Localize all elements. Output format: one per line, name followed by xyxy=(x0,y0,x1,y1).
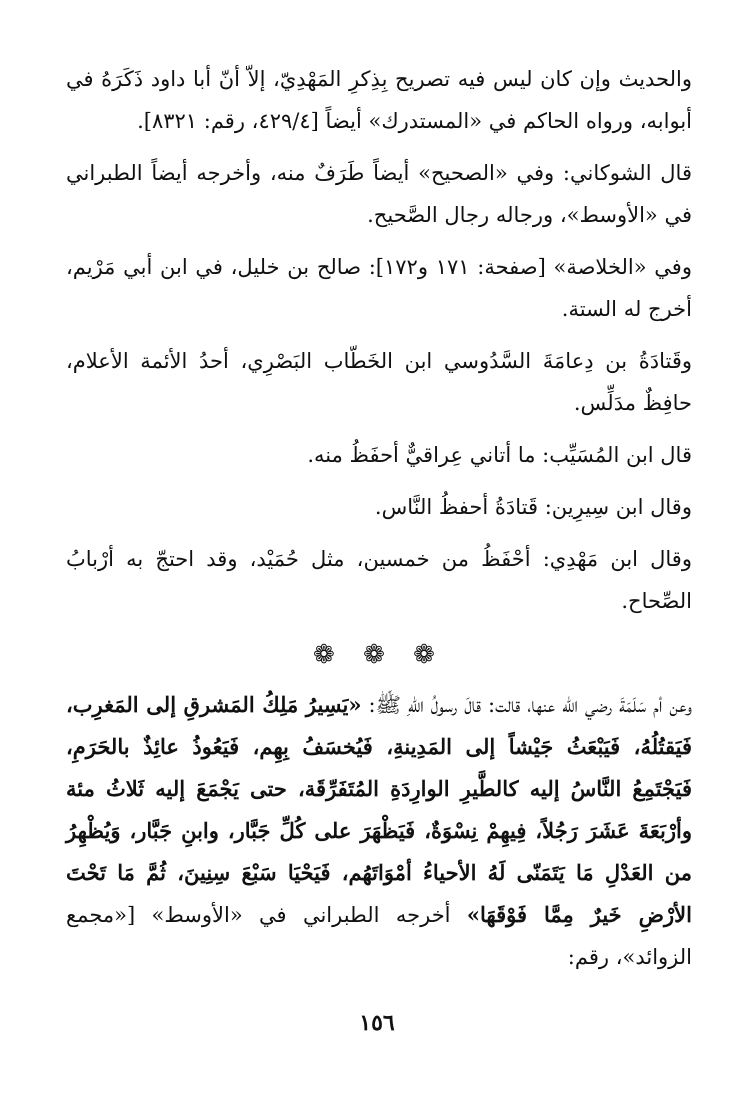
hadith-block xyxy=(66,684,692,978)
paragraph-text: والحديث وإن كان ليس فيه تصريح بِذِكرِ المَهْدِيّ، إلاّ أنّ أبا داود ذَكَرَهُ في أبوابه، ورواه الحاكم في «المستدرك» أيضاً [٤٢٩/٤، رقم: ٨٣٢١]. xyxy=(66,67,692,133)
paragraph-text: وفي «الخلاصة» [صفحة: ١٧١ و١٧٢]: صالح بن خليل، في ابن أبي مَرْيم، أخرج له الستة. xyxy=(66,255,692,321)
paragraph-shawkani xyxy=(66,152,692,236)
page-number: ١٥٦ xyxy=(359,1010,395,1036)
hadith-intro: وعن أم سَلَمَةَ رضي الله عنها، قالت: قالَ رسولُ اللّهِ ﷺ: xyxy=(368,693,693,717)
paragraph-ibn-sirin xyxy=(66,486,692,528)
paragraph-text: قال ابن المُسَيِّب: ما أتاني عِراقيٌّ أحفَظُ منه. xyxy=(307,443,692,467)
paragraph-text: وقَتادَةُ بن دِعامَةَ السَّدُوسي ابن الخَطّاب البَصْرِي، أحدُ الأئمة الأعلام، حافِظٌ مدَلِّس. xyxy=(66,349,692,415)
hadith-text: «يَسِيرُ مَلِكُ المَشرقِ إلى المَغرِب، فَيَقتُلُهُ، فَيَبْعَثُ جَيْشاً إلى المَدِينةِ، فَيُخسَفُ بِهِم، فَيَعُوذُ عائِذٌ بالحَرَمِ، فَيَجْتَمِعُ النَّاسُ إليه كالطَّيرِ الوارِدَةِ المُتَفَرِّقَة، حتى يَجْمَعَ إليه ثَلاثُ مئة وأرْبَعَةَ عَشَرَ رَجُلاً، فِيهِمْ نِسْوَةٌ، فَيَظْهَرَ على كُلِّ جَبَّار، وابنِ جَبَّار، وَيُظْهِرُ من العَدْلِ مَا يَتَمَنّى لَهُ الأحياءُ أمْوَاتَهُم، فَيَحْيَا سَبْعَ سِنِينَ، ثُمَّ مَا تَحْتَ الأرْضِ خَيرٌ مِمَّا فَوْقَهَا» xyxy=(66,692,692,927)
paragraph-hadith-commentary xyxy=(66,58,692,142)
paragraph-ibn-musayyib xyxy=(66,434,692,476)
section-divider-ornament: ❁ ❁ ❁ xyxy=(313,640,445,670)
paragraph-hadith-umm-salama xyxy=(66,684,692,978)
paragraph-khulasa xyxy=(66,246,692,330)
paragraph-qatada xyxy=(66,340,692,424)
hadith-tail: أخرجه الطبراني في «الأوسط» [«مجمع الزوائد»، رقم: xyxy=(66,903,692,969)
paragraph-text: وقال ابن مَهْدِي: أحْفَظُ من خمسين، مثل حُمَيْد، وقد احتجّ به أرْبابُ الصِّحاح. xyxy=(66,547,692,613)
paragraph-text: قال الشوكاني: وفي «الصحيح» أيضاً طَرَفٌ منه، وأخرجه أيضاً الطبراني في «الأوسط»، ورجاله رجال الصَّحيح. xyxy=(66,161,692,227)
paragraph-ibn-mahdi xyxy=(66,538,692,622)
paragraph-text: وقال ابن سِيرِين: قَتادَةُ أحفظُ النَّاس. xyxy=(374,495,692,519)
